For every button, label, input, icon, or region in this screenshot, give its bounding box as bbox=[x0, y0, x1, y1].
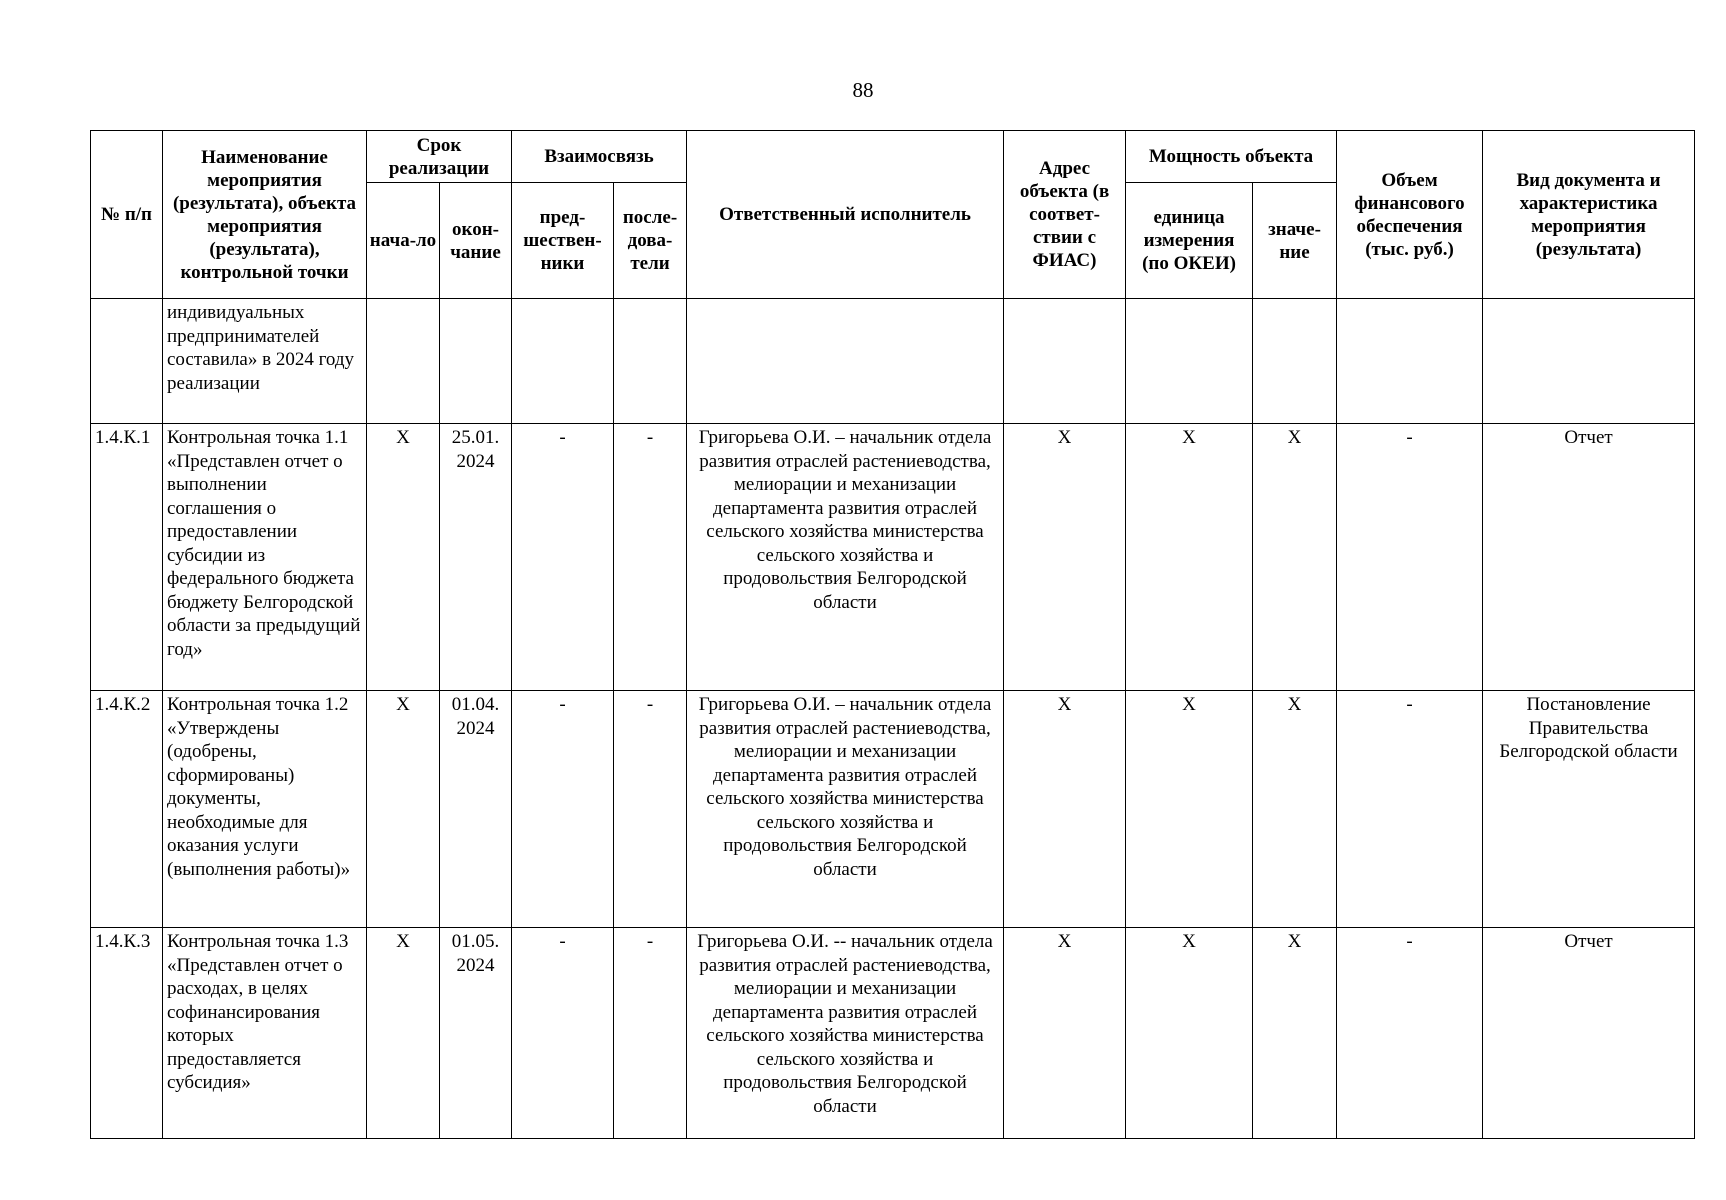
row-finance: - bbox=[1337, 691, 1483, 928]
header-finance: Объем финансового обеспечения (тыс. руб.) bbox=[1337, 131, 1483, 299]
row-num: 1.4.К.2 bbox=[91, 691, 163, 928]
table-row bbox=[91, 928, 1695, 1139]
row-address: X bbox=[1004, 691, 1126, 928]
row-next bbox=[614, 299, 687, 424]
row-value: X bbox=[1253, 928, 1337, 1139]
header-responsible: Ответственный исполнитель bbox=[687, 131, 1004, 299]
row-value bbox=[1253, 299, 1337, 424]
row-responsible bbox=[687, 299, 1004, 424]
row-start: X bbox=[367, 424, 440, 691]
header-link-next: после-дова-тели bbox=[614, 183, 687, 299]
row-doc: Постановление Правительства Белгородской области bbox=[1483, 691, 1695, 928]
header-name: Наименование мероприятия (результата), объекта мероприятия (результата), контрольной точки bbox=[163, 131, 367, 299]
header-capacity-value: значе-ние bbox=[1253, 183, 1337, 299]
row-doc: Отчет bbox=[1483, 928, 1695, 1139]
row-prev: - bbox=[512, 424, 614, 691]
row-next: - bbox=[614, 691, 687, 928]
row-responsible: Григорьева О.И. – начальник отдела развития отраслей растениеводства, мелиорации и механизации департамента развития отраслей сельского хозяйства министерства сельского хозяйства и продовольствия Белгородской области bbox=[687, 691, 1004, 928]
row-num: 1.4.К.1 bbox=[91, 424, 163, 691]
header-term: Срок реализации bbox=[367, 131, 512, 183]
row-unit: X bbox=[1126, 424, 1253, 691]
row-address: X bbox=[1004, 424, 1126, 691]
row-start bbox=[367, 299, 440, 424]
table-header bbox=[91, 131, 1695, 299]
row-end: 01.05. 2024 bbox=[440, 928, 512, 1139]
header-link-prev: пред-шествен-ники bbox=[512, 183, 614, 299]
row-value: X bbox=[1253, 691, 1337, 928]
row-next: - bbox=[614, 928, 687, 1139]
row-doc bbox=[1483, 299, 1695, 424]
header-link: Взаимосвязь bbox=[512, 131, 687, 183]
row-end bbox=[440, 299, 512, 424]
row-end: 01.04. 2024 bbox=[440, 691, 512, 928]
row-unit: X bbox=[1126, 928, 1253, 1139]
row-responsible: Григорьева О.И. – начальник отдела развития отраслей растениеводства, мелиорации и механизации департамента развития отраслей сельского хозяйства министерства сельского хозяйства и продовольствия Белгородской области bbox=[687, 424, 1004, 691]
row-name: Контрольная точка 1.2 «Утверждены (одобрены, сформированы) документы, необходимые для оказания услуги (выполнения работы)» bbox=[163, 691, 367, 928]
row-doc: Отчет bbox=[1483, 424, 1695, 691]
table-row bbox=[91, 424, 1695, 691]
header-num: № п/п bbox=[91, 131, 163, 299]
header-term-start: нача-ло bbox=[367, 183, 440, 299]
row-num: 1.4.К.3 bbox=[91, 928, 163, 1139]
header-capacity-unit: единица измерения (по ОКЕИ) bbox=[1126, 183, 1253, 299]
table-body bbox=[91, 299, 1695, 1139]
row-start: X bbox=[367, 928, 440, 1139]
table-row bbox=[91, 299, 1695, 424]
row-next: - bbox=[614, 424, 687, 691]
row-finance bbox=[1337, 299, 1483, 424]
row-value: X bbox=[1253, 424, 1337, 691]
page-number: 88 bbox=[852, 78, 874, 102]
header-term-end: окон-чание bbox=[440, 183, 512, 299]
row-finance: - bbox=[1337, 424, 1483, 691]
row-unit bbox=[1126, 299, 1253, 424]
row-end: 25.01. 2024 bbox=[440, 424, 512, 691]
row-address: X bbox=[1004, 928, 1126, 1139]
row-responsible: Григорьева О.И. -- начальник отдела развития отраслей растениеводства, мелиорации и механизации департамента развития отраслей сельского хозяйства министерства сельского хозяйства и продовольствия Белгородской области bbox=[687, 928, 1004, 1139]
header-doc: Вид документа и характеристика мероприятия (результата) bbox=[1483, 131, 1695, 299]
row-prev bbox=[512, 299, 614, 424]
row-unit: X bbox=[1126, 691, 1253, 928]
header-capacity: Мощность объекта bbox=[1126, 131, 1337, 183]
implementation-plan-table bbox=[90, 130, 1695, 1139]
row-name: индивидуальных предпринимателей составила» в 2024 году реализации bbox=[163, 299, 367, 424]
row-address bbox=[1004, 299, 1126, 424]
table-row bbox=[91, 691, 1695, 928]
row-finance: - bbox=[1337, 928, 1483, 1139]
row-start: X bbox=[367, 691, 440, 928]
row-name: Контрольная точка 1.1 «Представлен отчет о выполнении соглашения о предоставлении субсидии из федерального бюджета бюджету Белгородской области за предыдущий год» bbox=[163, 424, 367, 691]
row-prev: - bbox=[512, 691, 614, 928]
row-prev: - bbox=[512, 928, 614, 1139]
row-num bbox=[91, 299, 163, 424]
row-name: Контрольная точка 1.3 «Представлен отчет о расходах, в целях софинансирования которых предоставляется субсидия» bbox=[163, 928, 367, 1139]
header-address: Адрес объекта (в соответ-ствии с ФИАС) bbox=[1004, 131, 1126, 299]
